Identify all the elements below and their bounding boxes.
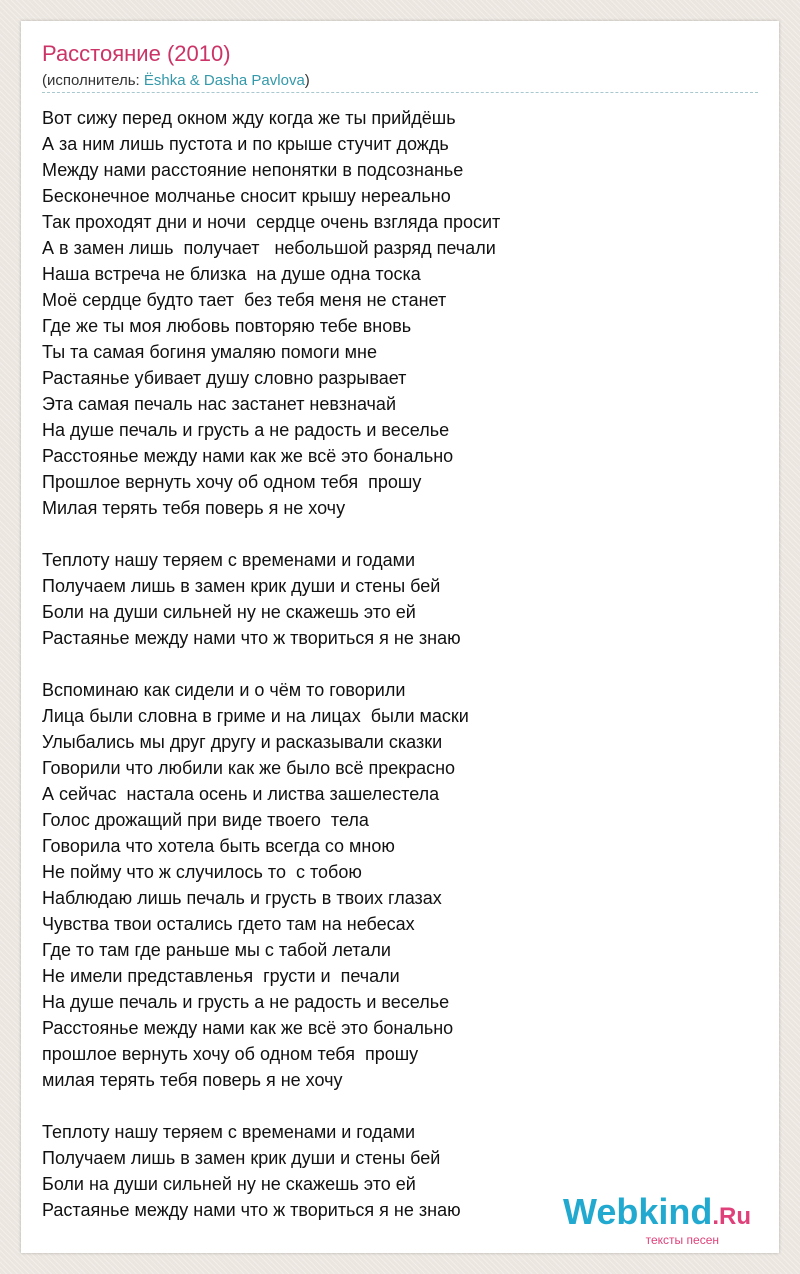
lyric-line: прошлое вернуть хочу об одном тебя прошу	[42, 1044, 419, 1064]
lyric-line: милая терять тебя поверь я не хочу	[42, 1070, 343, 1090]
lyric-line: Говорила что хотела быть всегда со мною	[42, 836, 395, 856]
artist-line	[42, 72, 310, 89]
logo-brand: Webkind	[562, 1191, 713, 1232]
lyric-line: Так проходят дни и ночи сердце очень взгляда просит	[42, 212, 501, 232]
artist-suffix: )	[304, 72, 310, 89]
lyric-line: Наблюдаю лишь печаль и грусть в твоих глазах	[42, 888, 442, 908]
logo-tld: .Ru	[712, 1203, 751, 1230]
stanza	[42, 105, 762, 521]
logo-wordmark	[562, 1191, 751, 1235]
webkind-logo	[562, 1191, 751, 1247]
lyric-line: Не пойму что ж случилось то с тобою	[42, 862, 362, 882]
lyric-line: А за ним лишь пустота и по крыше стучит дождь	[42, 134, 449, 154]
lyric-line: Боли на души сильней ну не скажешь это ей	[42, 602, 416, 622]
lyric-line: Растаянье убивает душу словно разрывает	[42, 368, 407, 388]
stanza	[42, 677, 762, 1093]
lyric-line: Бесконечное молчанье сносит крышу нереально	[42, 186, 451, 206]
artist-prefix: (исполнитель:	[42, 72, 144, 89]
lyric-line: Наша встреча не близка на душе одна тоска	[42, 264, 421, 284]
lyric-line: Моё сердце будто тает без тебя меня не станет	[42, 290, 447, 310]
lyrics-card	[21, 21, 779, 1253]
lyric-line: Ты та самая богиня умаляю помоги мне	[42, 342, 377, 362]
lyric-line: Чувства твои остались гдето там на небесах	[42, 914, 415, 934]
lyric-line: Теплоту нашу теряем с временами и годами	[42, 550, 416, 570]
lyrics-body	[42, 105, 762, 1249]
lyric-line: Не имели представленья грусти и печали	[42, 966, 400, 986]
lyric-line: Где же ты моя любовь повторяю тебе вновь	[42, 316, 412, 336]
lyric-line: Получаем лишь в замен крик души и стены бей	[42, 1148, 441, 1168]
song-title: Расстояние (2010)	[42, 41, 231, 66]
lyric-line: На душе печаль и грусть а не радость и веселье	[42, 420, 450, 440]
divider	[42, 92, 758, 93]
lyric-line: Вот сижу перед окном жду когда же ты прийдёшь	[42, 108, 456, 128]
lyric-line: Прошлое вернуть хочу об одном тебя прошу	[42, 472, 422, 492]
lyric-line: Улыбались мы друг другу и расказывали сказки	[42, 732, 443, 752]
lyric-line: Расстоянье между нами как же всё это бонально	[42, 446, 454, 466]
lyric-line: Где то там где раньше мы с табой летали	[42, 940, 391, 960]
lyric-line: А в замен лишь получает небольшой разряд печали	[42, 238, 496, 258]
lyric-line: Расстоянье между нами как же всё это бонально	[42, 1018, 454, 1038]
lyric-line: Получаем лишь в замен крик души и стены бей	[42, 576, 441, 596]
lyric-line: Между нами расстояние непонятки в подсознанье	[42, 160, 464, 180]
stanza	[42, 547, 762, 651]
lyric-line: Вспоминаю как сидели и о чём то говорили	[42, 680, 406, 700]
lyric-line: А сейчас настала осень и листва зашелестела	[42, 784, 440, 804]
lyric-line: Растаянье между нами что ж твориться я не знаю	[42, 628, 461, 648]
logo-tagline: тексты песен	[645, 1233, 719, 1247]
artist-link[interactable]: Ëshka & Dasha Pavlova	[143, 72, 305, 89]
lyric-line: На душе печаль и грусть а не радость и веселье	[42, 992, 450, 1012]
lyric-line: Голос дрожащий при виде твоего тела	[42, 810, 369, 830]
lyric-line: Боли на души сильней ну не скажешь это ей	[42, 1174, 416, 1194]
lyric-line: Теплоту нашу теряем с временами и годами	[42, 1122, 416, 1142]
lyric-line: Растаянье между нами что ж твориться я не знаю	[42, 1200, 461, 1220]
lyric-line: Милая терять тебя поверь я не хочу	[42, 498, 346, 518]
lyric-line: Эта самая печаль нас застанет невзначай	[42, 394, 396, 414]
lyric-line: Говорили что любили как же было всё прекрасно	[42, 758, 456, 778]
lyric-line: Лица были словна в гриме и на лицах были маски	[42, 706, 469, 726]
